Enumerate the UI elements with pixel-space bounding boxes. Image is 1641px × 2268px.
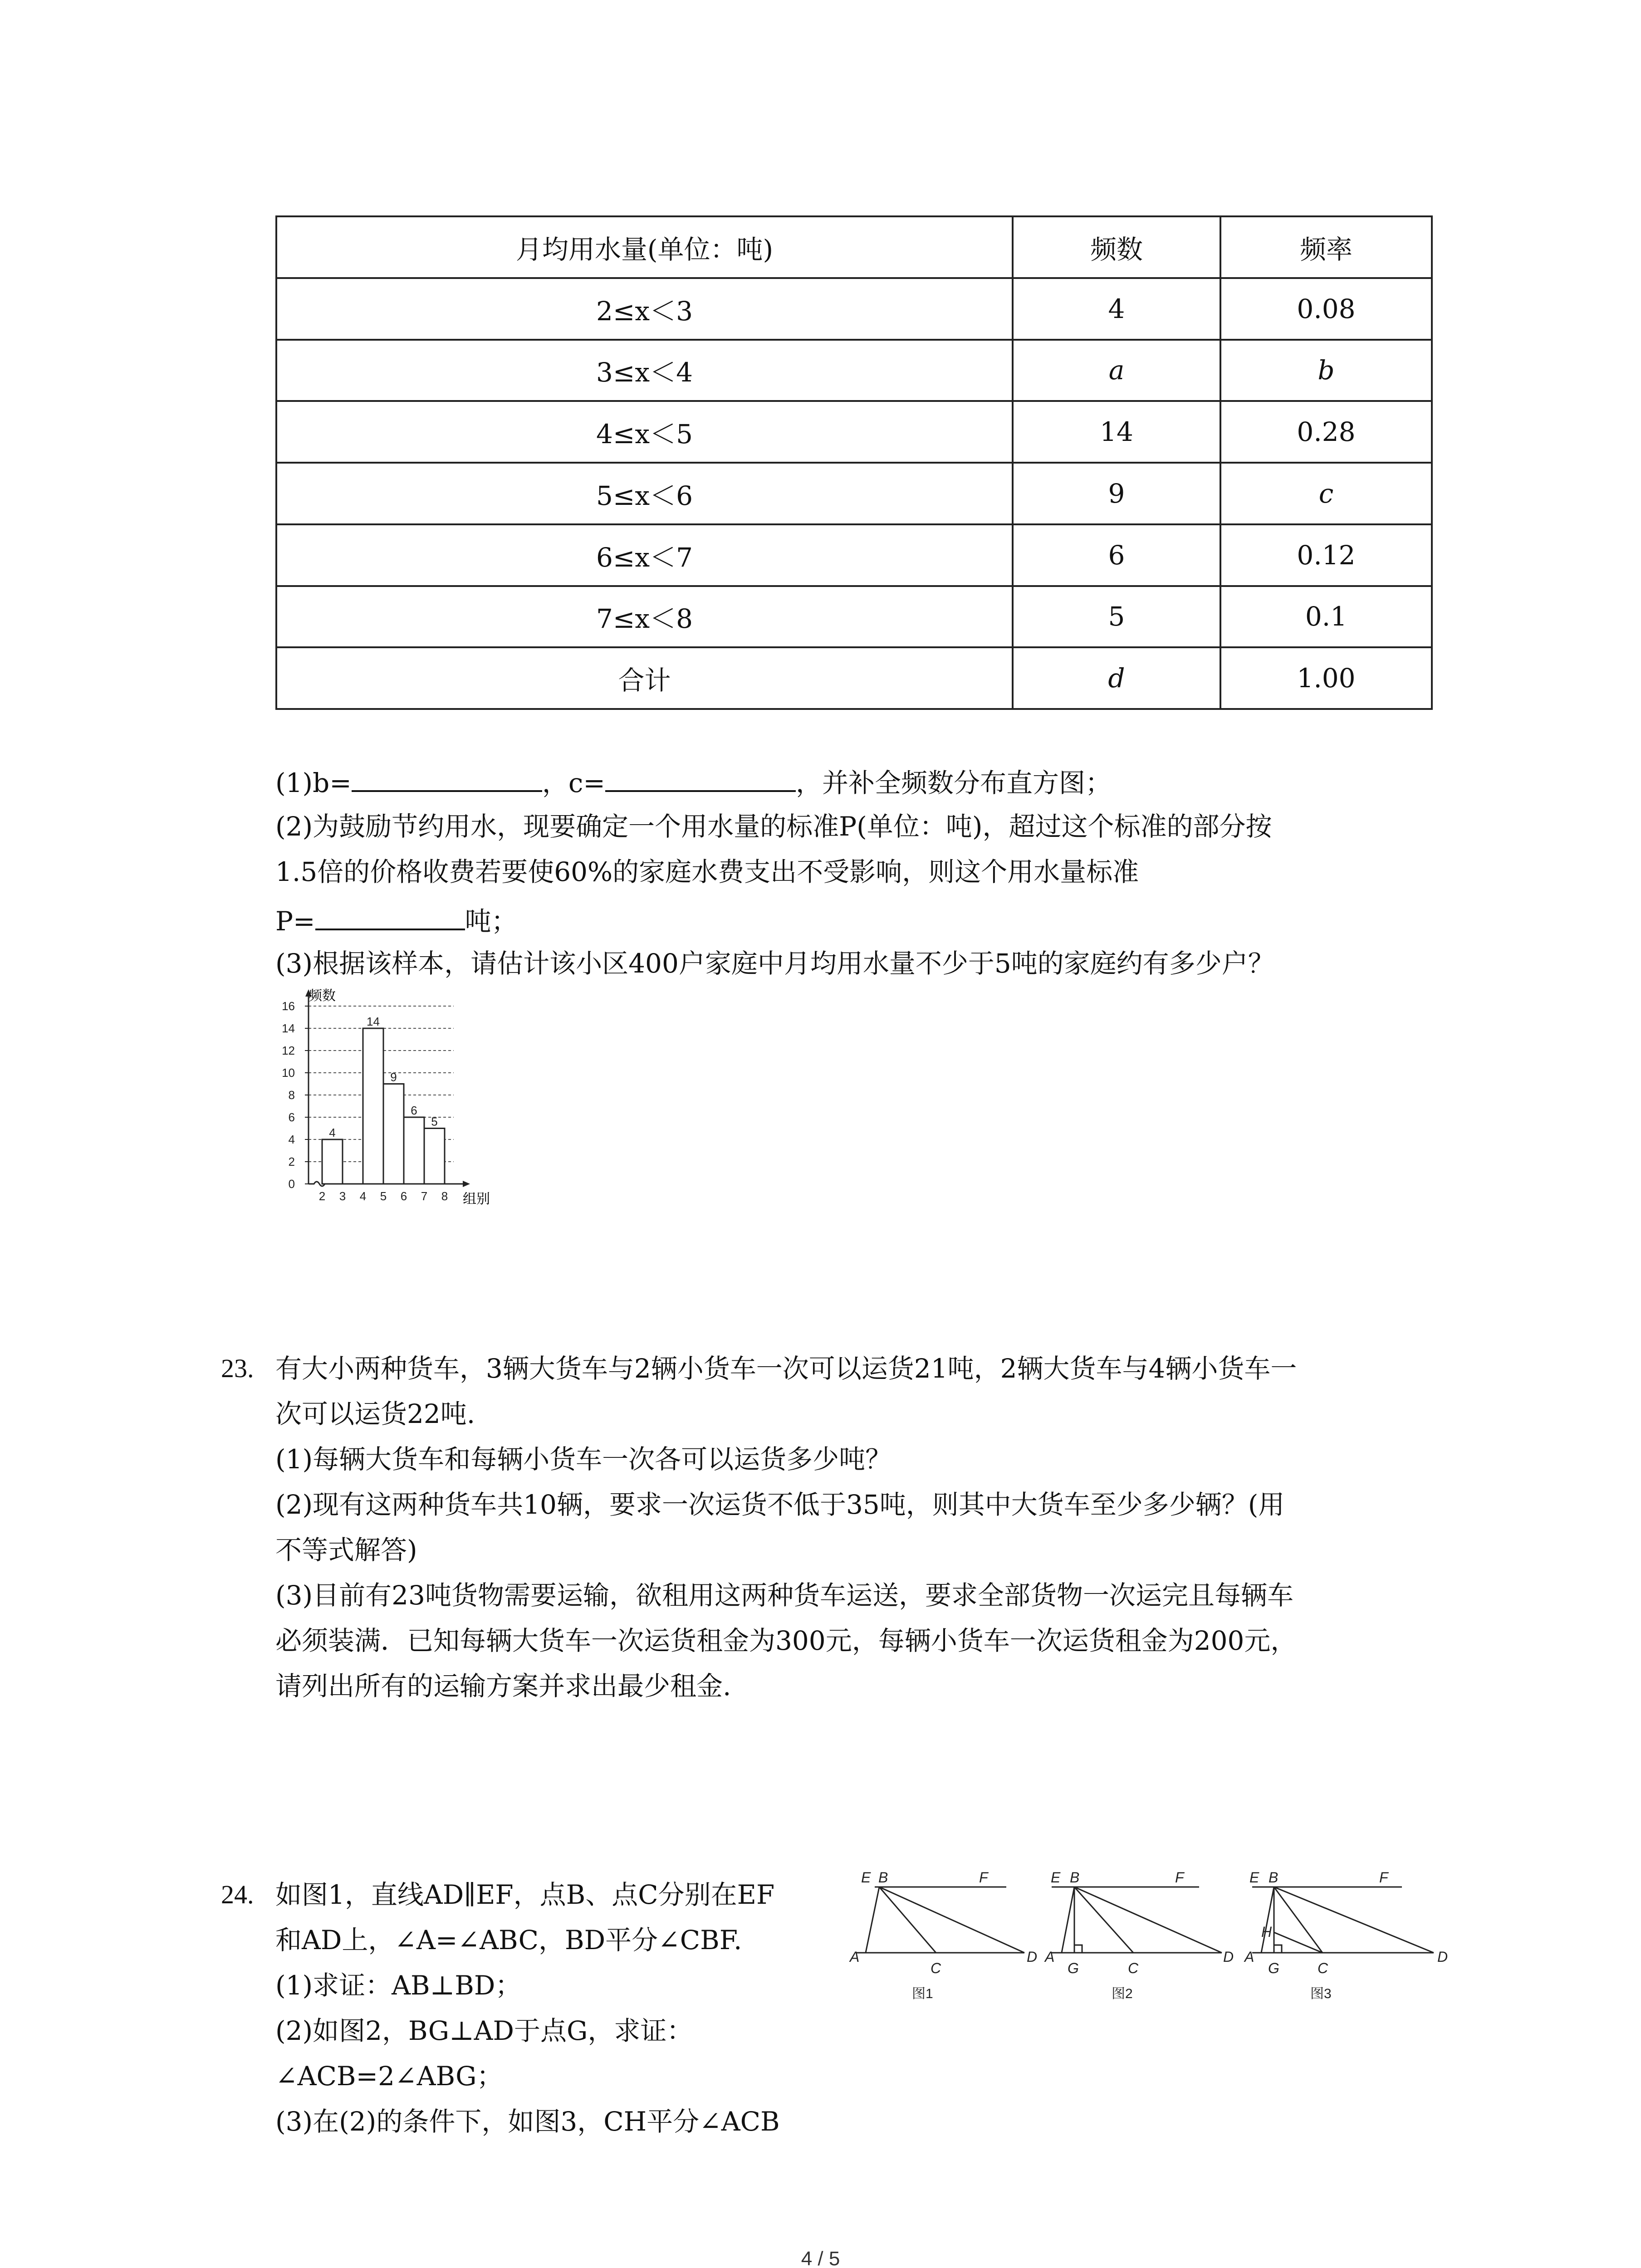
histogram-bar (383, 1084, 404, 1184)
x-tick-label: 7 (421, 1189, 428, 1203)
geometry-figure-2 (1043, 1864, 1242, 2014)
histogram-bar (322, 1139, 343, 1184)
frequency-table (275, 215, 1433, 710)
q22-part2-line3 (275, 905, 518, 937)
y-tick-label: 16 (282, 999, 295, 1013)
table-cell: 5 (1013, 586, 1220, 648)
q24-line5: ∠ACB=2∠ABG； (275, 2061, 503, 2092)
geometry-figure-3 (1243, 1864, 1461, 2014)
x-tick-label: 5 (380, 1189, 387, 1203)
table-cell: 1.00 (1220, 647, 1432, 709)
y-tick-label: 0 (288, 1177, 295, 1191)
q22-part1-label-c: ，c= (542, 767, 605, 798)
point-label-E: E (1249, 1869, 1259, 1886)
x-tick-label: 8 (441, 1189, 448, 1203)
table-cell: 0.12 (1220, 524, 1432, 586)
y-tick-label: 6 (288, 1110, 295, 1124)
q22-part1-instruction: ，并补全频数分布直方图； (795, 767, 1112, 798)
histogram-bar (404, 1117, 424, 1184)
point-label-B: B (1269, 1869, 1279, 1886)
bar-value-label: 4 (329, 1126, 336, 1139)
bar-value-label: 5 (431, 1114, 438, 1129)
point-label-C: C (1128, 1960, 1139, 1976)
q24-line1: 如图1，直线AD∥EF，点B、点C分别在EF (275, 1879, 775, 1910)
q24-number: 24. (221, 1880, 254, 1909)
table-cell: 4≤x＜5 (276, 401, 1013, 463)
q23-line2: 次可以运货22吨. (275, 1398, 475, 1429)
table-row (276, 401, 1432, 463)
point-label-B: B (878, 1869, 888, 1886)
table-cell: a (1013, 340, 1220, 401)
table-cell: 6 (1013, 524, 1220, 586)
q23-line7: 必须装满．已知每辆大货车一次运货租金为300元，每辆小货车一次运货租金为200元， (275, 1625, 1297, 1656)
y-tick-label: 10 (282, 1066, 295, 1080)
bar-value-label: 9 (390, 1070, 397, 1084)
q23-line1: 有大小两种货车，3辆大货车与2辆小货车一次可以运货21吨，2辆大货车与4辆小货车一 (275, 1353, 1297, 1384)
point-label-H: H (1261, 1924, 1272, 1940)
point-label-F: F (1175, 1869, 1184, 1886)
point-label-G: G (1068, 1960, 1079, 1976)
figure-1-caption: 图1 (912, 1986, 933, 2001)
table-cell: 0.28 (1220, 401, 1432, 463)
point-label-E: E (1051, 1869, 1061, 1886)
point-label-C: C (931, 1960, 941, 1976)
point-label-A: A (1045, 1949, 1055, 1965)
bar-value-label: 14 (367, 1015, 380, 1028)
q23-line4: (2)现有这两种货车共10辆，要求一次运货不低于35吨，则其中大货车至少多少辆？(用 (275, 1489, 1285, 1520)
x-tick-label: 2 (318, 1189, 326, 1203)
table-cell: b (1220, 340, 1432, 401)
frequency-histogram (272, 987, 526, 1218)
bar-value-label: 6 (411, 1104, 417, 1117)
geometry-figure-1 (847, 1864, 1047, 2014)
q23-number: 23. (221, 1354, 254, 1383)
table-row (276, 647, 1432, 709)
histogram-ylabel: 频数 (309, 988, 336, 1003)
y-tick-label: 8 (288, 1088, 295, 1102)
y-tick-label: 4 (288, 1133, 295, 1146)
x-tick-label: 6 (400, 1189, 407, 1203)
table-header-row (276, 216, 1432, 278)
y-tick-label: 12 (282, 1044, 295, 1057)
histogram-y-tick-labels (282, 999, 295, 1191)
table-cell: 9 (1013, 463, 1220, 524)
table-row (276, 586, 1432, 648)
point-label-C: C (1318, 1960, 1328, 1976)
point-label-D: D (1223, 1949, 1234, 1965)
answer-blank-p[interactable] (315, 905, 465, 930)
table-cell: 合计 (276, 647, 1013, 709)
histogram-x-tick-labels (319, 1189, 448, 1203)
q22-part3: (3)根据该样本，请估计该小区400户家庭中月均用水量不少于5吨的家庭约有多少户？ (275, 948, 1274, 979)
table-cell: 3≤x＜4 (276, 340, 1013, 401)
point-label-A: A (1244, 1949, 1254, 1965)
q22-part1-label: (1)b= (275, 767, 352, 798)
histogram-bars (322, 1028, 445, 1184)
table-row (276, 463, 1432, 524)
q22-part2-line2: 1.5倍的价格收费若要使60%的家庭水费支出不受影响，则这个用水量标准 (275, 856, 1139, 887)
point-label-D: D (1027, 1949, 1038, 1965)
x-tick-label: 4 (359, 1189, 367, 1203)
q23-line3: (1)每辆大货车和每辆小货车一次各可以运货多少吨？ (275, 1444, 892, 1475)
q22-p-unit: 吨； (465, 906, 518, 937)
header-cell: 频率 (1220, 216, 1432, 278)
histogram-bar (363, 1028, 383, 1184)
table-row (276, 524, 1432, 586)
q22-part2-line1: (2)为鼓励节约用水，现要确定一个用水量的标准P(单位：吨)，超过这个标准的部分按 (275, 811, 1272, 842)
page-number: 4 / 5 (801, 2248, 840, 2268)
point-label-D: D (1437, 1949, 1448, 1965)
table-cell: 2≤x＜3 (276, 278, 1013, 340)
q22-part1 (275, 767, 1112, 796)
q23-line5: 不等式解答) (275, 1535, 417, 1565)
figure-3-caption: 图3 (1310, 1986, 1332, 2001)
table-cell: 6≤x＜7 (276, 524, 1013, 586)
point-label-G: G (1268, 1960, 1279, 1976)
table-cell: 7≤x＜8 (276, 586, 1013, 648)
q24-line3: (1)求证：AB⊥BD； (275, 1970, 522, 2001)
table-cell: 14 (1013, 401, 1220, 463)
point-label-A: A (850, 1949, 860, 1965)
table-row (276, 278, 1432, 340)
answer-blank-b[interactable] (352, 767, 542, 792)
x-axis-arrow (463, 1181, 470, 1187)
q24-line6: (3)在(2)的条件下，如图3，CH平分∠ACB (275, 2106, 780, 2137)
q22-p-label: P= (275, 906, 315, 937)
header-cell: 频数 (1013, 216, 1220, 278)
table-cell: 0.08 (1220, 278, 1432, 340)
table-cell: d (1013, 647, 1220, 709)
point-label-B: B (1070, 1869, 1080, 1886)
point-label-F: F (1379, 1869, 1388, 1886)
y-tick-label: 2 (288, 1155, 295, 1168)
q24-line2: 和AD上，∠A=∠ABC，BD平分∠CBF. (275, 1925, 742, 1955)
header-cell: 月均用水量(单位：吨) (276, 216, 1013, 278)
table-row (276, 340, 1432, 401)
figure-2-caption: 图2 (1112, 1986, 1133, 2001)
y-tick-label: 14 (282, 1022, 295, 1035)
table-cell: 0.1 (1220, 586, 1432, 648)
histogram-xlabel: 组别 (463, 1192, 490, 1207)
point-label-E: E (861, 1869, 871, 1886)
x-tick-label: 3 (339, 1189, 346, 1203)
q24-line4: (2)如图2，BG⊥AD于点G，求证： (275, 2015, 693, 2046)
table-cell: 4 (1013, 278, 1220, 340)
point-label-F: F (979, 1869, 988, 1886)
table-cell: 5≤x＜6 (276, 463, 1013, 524)
q23-line6: (3)目前有23吨货物需要运输，欲租用这两种货车运送，要求全部货物一次运完且每辆车 (275, 1580, 1293, 1611)
answer-blank-c[interactable] (605, 767, 796, 792)
table-cell: c (1220, 463, 1432, 524)
histogram-bar (424, 1129, 445, 1184)
q23-line8: 请列出所有的运输方案并求出最少租金. (275, 1671, 731, 1701)
